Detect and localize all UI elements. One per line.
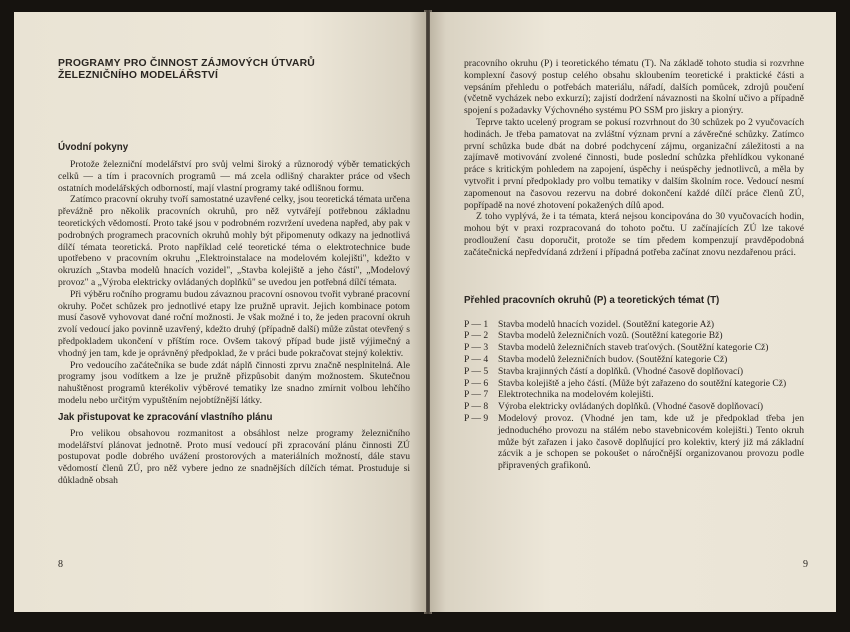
list-item: [464, 413, 804, 472]
item-code: P — 6: [464, 377, 489, 389]
item-text: Stavba modelů železničních vozů. (Soutěžní kategorie Bž): [498, 330, 723, 342]
list-item: [464, 378, 804, 390]
item-text: Stavba modelů železničních staveb traťových. (Soutěžní kategorie Cž): [498, 342, 769, 354]
item-text: Elektrotechnika na modelovém kolejišti.: [498, 389, 654, 401]
item-code: P — 8: [464, 401, 489, 413]
paragraph: Zatímco pracovní okruhy tvoří samostatné uzavřené celky, jsou teoretická témata určena převážně pro několik pracovních okruhů, pro něž vytvářejí potřebnou základnu teoretických vědomostí. Proto také jsou v podrobném rozvržení uvedena napřed, aby pak v podrobných programech pracovních okruhů mohly být připomenuty odkazy na jednotlivá dílčí témata teoretická. Proto například celé teoretické téma o elektrotechnice bude upotřebeno v pracovním okruhu „Elektroinstalace na modelovém kolejišti", kdežto v okruzích „Stavba modelů hnacích vozidel", „Stavba kolejiště a jeho částí", „Modelový provoz" a „Výroba elektricky ovládaných doplňků" se uvedou jen potřebná dílčí témata.: [58, 194, 410, 288]
item-code: P — 4: [464, 353, 489, 365]
left-page-content: [58, 58, 410, 487]
section-heading-intro: Úvodní pokyny: [58, 142, 129, 153]
item-code: P — 9: [464, 412, 489, 424]
section-heading-plan: Jak přistupovat ke zpracování vlastního plánu: [58, 411, 273, 423]
paragraph: Z toho vyplývá, že i ta témata, která nejsou koncipována do 30 vyučovacích hodin, mohou být v praxi rozpracovaná do tohoto počtu. U začínajících ZÚ lze takové prodloužení času doporučit, protože se tím předem kompenzují pravděpodobná začátečnická nepředvídaná zdržení i případná potřeba začínat znovu nezdařenou práci.: [464, 211, 804, 258]
item-code: P — 3: [464, 342, 489, 354]
chapter-title-line-2: ŽELEZNIČNÍHO MODELÁŘSTVÍ: [58, 70, 219, 81]
list-item: [464, 389, 804, 401]
list-item: [464, 366, 804, 378]
work-circle-list: [464, 319, 804, 472]
item-code: P — 5: [464, 365, 489, 377]
paragraph: Pro velikou obsahovou rozmanitost a obsáhlost nelze programy železničního modelářství plánovat jednotně. Proto musí vedoucí při zpracování plánu činnosti ZÚ postupovat podle dobrého uvážení prostorových a materiálních možností, dále stavu vědomostí členů ZÚ, pro něž vybere jedno ze snadnějších dílčích témat. Prostuduje si důkladně obsah: [58, 427, 410, 486]
item-text: Stavba modelů železničních budov. (Soutěžní kategorie Cž): [498, 353, 728, 365]
right-page-content: [464, 58, 804, 472]
paragraph: pracovního okruhu (P) i teoretického tématu (T). Na základě tohoto studia si rozvrhne komplexní časový postup celého obsahu skloubením teoretické i praktické části a vepsáním přehledu o potřebách materiálu, nářadí, dalších pomůcek, zdrojů poučení (včetně vycházek nebo exkurzí); zajistí dodržení návaznosti na školní učivo a případně spojení s požadavky Výchovného systému PO SSM pro jiskry a pionýry.: [464, 58, 804, 117]
list-item: [464, 319, 804, 331]
item-text: Modelový provoz. (Vhodné jen tam, kde už je předpoklad třeba jen jednoduchého provozu na stálém nebo stavebnicovém kolejišti.) Tento okruh může být zařazen i jako časově doplňující pro kolektiv, který již má základní zácvik a je schopen se pokoušet o náročnější organizovanou provozu podle připravených grafikonů.: [498, 412, 804, 472]
item-text: Stavba kolejiště a jeho částí. (Může být zařazeno do soutěžní kategorie Cž): [498, 377, 787, 389]
paragraph: Pro vedoucího začátečníka se bude zdát náplň činnosti zprvu značně nesplnitelná. Ale programy jsou vodítkem a lze je pružně přizpůsobit daným možnostem. Skutečnou nahuštěnost programů kterékoliv výběrové tematiky lze snadno zmírnit volbou lehčího modelu nebo určitým vypuštěním nejobtížnější látky.: [58, 359, 410, 406]
list-item: [464, 401, 804, 413]
item-code: P — 7: [464, 389, 489, 401]
list-item: [464, 330, 804, 342]
page-number-left: 8: [58, 559, 63, 570]
paragraph: Teprve takto ucelený program se pokusí rozvrhnout do 30 schůzek po 2 vyučovacích hodinách. Je třeba pamatovat na zvláštní význam první a závěrečné schůzky. Zatímco první schůzka bude dbát na dobré podchycení zájmu, organizační záležitosti a na zajímavě motivování zvolené činnosti, bude poslední schůzka přehlídkou vykonané práce s kritickým pohledem na zapojení, úspěchy i neúspěchy jednotlivců, a měla by vytvořit i první předpoklady pro volbu tematiky v dalším školním roce. Vedoucí nesmí zapomenout na časovou rezervu na dobré dokončení každé dílčí práce členů ZÚ, popřípadě na nové zhotovení pokažených dílů apod.: [464, 116, 804, 211]
item-text: Stavba modelů hnacích vozidel. (Soutěžní kategorie Až): [498, 318, 715, 330]
item-text: Stavba krajinných částí a doplňků. (Vhodné časově doplňovací): [498, 365, 744, 377]
item-code: P — 2: [464, 330, 489, 342]
item-text: Výroba elektricky ovládaných doplňků. (Vhodné časově doplňovací): [498, 401, 764, 413]
chapter-title-line-1: PROGRAMY PRO ČINNOST ZÁJMOVÝCH ÚTVARŮ: [58, 58, 315, 69]
paragraph: Při výběru ročního programu budou závaznou pracovní osnovou tvořit vybrané pracovní okruhy. Počet schůzek pro jednotlivé etapy lze pružně upravit. Jejich kombinace potom musí časově vyhovovat dané roční možnosti. Je však možné i to, že jeden pracovní okruh zvolí vedoucí jako povinně uzavřený, kdežto druhý (případně další) může zůstat otevřený s předpokladem ukončení v příštím roce. Ovšem takový případ bude jistě výjimečný a vhodný jen tam, kde je oprávněný předpoklad, že v práci bude pokračovat stejný kolektiv.: [58, 288, 410, 359]
list-item: [464, 354, 804, 366]
right-page: [430, 12, 836, 612]
list-item: [464, 342, 804, 354]
paragraph: Protože železniční modelářství pro svůj velmi široký a různorodý výběr tematických celků — a tím i pracovních programů — má zcela odlišný charakter práce od všech ostatních modelářských odborností, mají vlastní programy také odlišnou formu.: [58, 159, 410, 194]
overview-heading: Přehled pracovních okruhů (P) a teoretických témat (T): [464, 294, 720, 306]
item-code: P — 1: [464, 318, 489, 330]
chapter-title: [58, 58, 410, 82]
page-number-right: 9: [803, 559, 808, 570]
left-page: [14, 12, 426, 612]
